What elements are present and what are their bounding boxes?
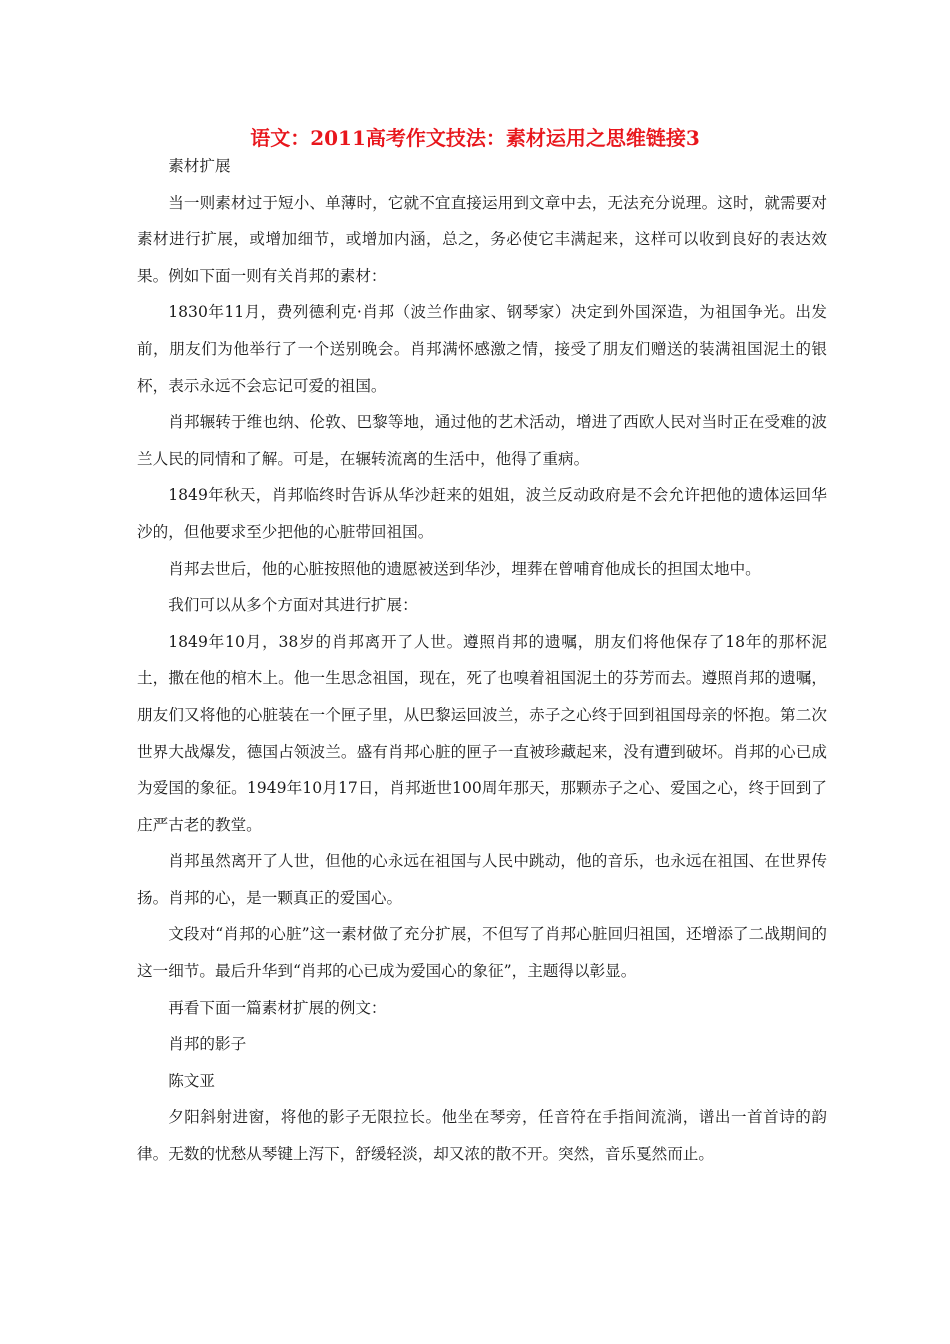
paragraph: 我们可以从多个方面对其进行扩展： (168, 596, 418, 615)
paragraph: 肖邦去世后，他的心脏按照他的遗愿被送到华沙，埋葬在曾哺育他成长的担国太地中。 (168, 559, 761, 578)
document-title: 语文：2011高考作文技法：素材运用之思维链接3 (250, 126, 700, 150)
paragraph: 当一则素材过于短小、单薄时，它就不宜直接运用到文章中去，无法充分说理。这时，就需要对素材进行扩展，或增加细节，或增加内涵，总之，务必使它丰满起来，这样可以收到良好的表达效果。例如下面一则有关肖邦的素材： (137, 193, 827, 285)
paragraph: 1830年11月，费列德利克·肖邦（波兰作曲家、钢琴家）决定到外国深造，为祖国争光。出发前，朋友们为他举行了一个送别晚会。肖邦满怀感激之情，接受了朋友们赠送的装满祖国泥土的银杯，表示永远不会忘记可爱的祖国。 (137, 303, 827, 395)
essay-author: 陈文亚 (168, 1071, 215, 1090)
paragraph: 夕阳斜射进窗，将他的影子无限拉长。他坐在琴旁，任音符在手指间流淌，谱出一首首诗的韵律。无数的忧愁从琴键上泻下，舒缓轻淡，却又浓的散不开。突然，音乐戛然而止。 (137, 1108, 827, 1164)
paragraph: 肖邦辗转于维也纳、伦敦、巴黎等地，通过他的艺术活动，增进了西欧人民对当时正在受难的波兰人民的同情和了解。可是，在辗转流离的生活中，他得了重病。 (137, 413, 827, 468)
paragraph: 肖邦虽然离开了人世，但他的心永远在祖国与人民中跳动，他的音乐，也永远在祖国、在世界传扬。肖邦的心，是一颗真正的爱国心。 (137, 852, 827, 907)
section-heading: 素材扩展 (168, 157, 231, 175)
essay-title: 肖邦的影子 (168, 1035, 247, 1054)
paragraph: 再看下面一篇素材扩展的例文： (168, 998, 387, 1017)
document-body (137, 148, 827, 1173)
paragraph: 文段对“肖邦的心脏”这一素材做了充分扩展，不但写了肖邦心脏回归祖国，还增添了二战期间的这一细节。最后升华到“肖邦的心已成为爱国心的象征”，主题得以彰显。 (137, 925, 827, 981)
paragraph: 1849年秋天，肖邦临终时告诉从华沙赶来的姐姐，波兰反动政府是不会允许把他的遗体运回华沙的，但他要求至少把他的心脏带回祖国。 (137, 486, 827, 541)
paragraph: 1849年10月，38岁的肖邦离开了人世。遵照肖邦的遗嘱，朋友们将他保存了18年的那杯泥土，撒在他的棺木上。他一生思念祖国，现在，死了也嗅着祖国泥土的芬芳而去。遵照肖邦的遗嘱，朋友们又将他的心脏装在一个匣子里，从巴黎运回波兰，赤子之心终于回到祖国母亲的怀抱。第二次世界大战爆发，德国占领波兰。盛有肖邦心脏的匣子一直被珍藏起来，没有遭到破坏。肖邦的心已成为爱国的象征。1949年10月17日，肖邦逝世100周年那天，那颗赤子之心、爱国之心，终于回到了庄严古老的教堂。 (137, 632, 827, 834)
